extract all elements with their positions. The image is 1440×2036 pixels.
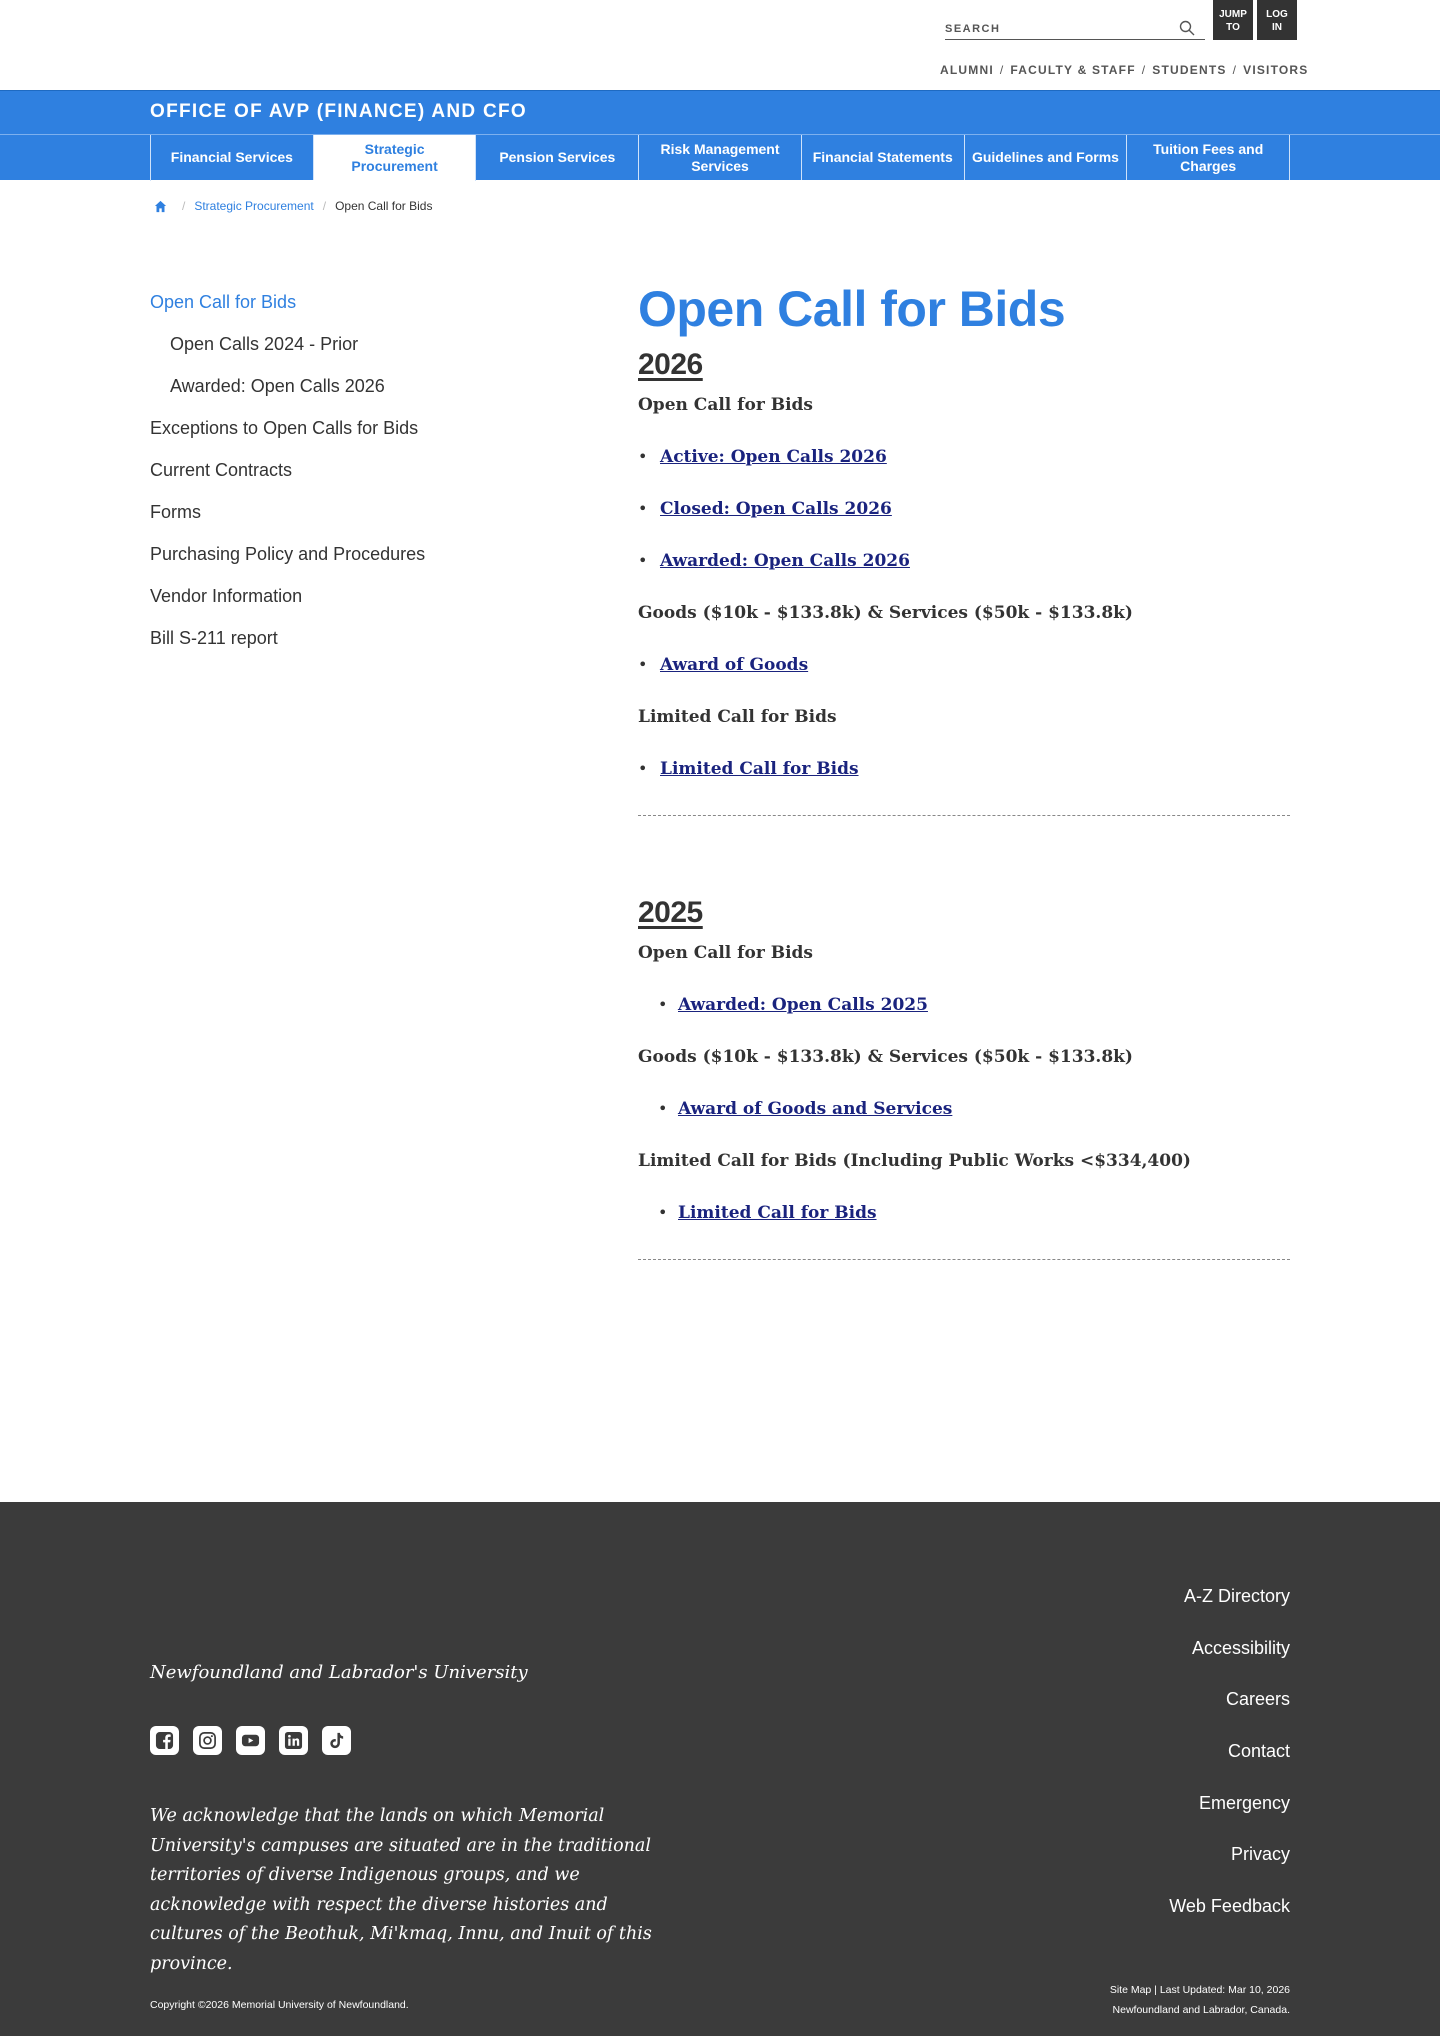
nav-item-pension-services[interactable]: Pension Services (476, 135, 639, 180)
site-header (0, 90, 1440, 134)
nav-item-strategic-procurement[interactable]: Strategic Procurement (314, 135, 477, 181)
site-map-link[interactable]: Site Map (1109, 1984, 1152, 1996)
site-title[interactable]: OFFICE OF AVP (FINANCE) AND CFO (150, 101, 528, 122)
link-awarded-open-calls-2025[interactable]: Awarded: Open Calls 2025 (678, 995, 928, 1015)
audience-link-alumni[interactable]: ALUMNI (940, 63, 994, 77)
sidebar-item-purchasing-policy-and-procedures[interactable]: Purchasing Policy and Procedures (150, 544, 426, 564)
sidebar-item-exceptions-to-open-calls-for-bids[interactable]: Exceptions to Open Calls for Bids (150, 418, 419, 438)
audience-separator: / (1232, 63, 1238, 77)
breadcrumb-separator: / (182, 199, 186, 213)
list-item (638, 650, 1290, 702)
utility-bar (0, 0, 1440, 90)
main-nav (0, 134, 1440, 180)
footer-link-web-feedback[interactable]: Web Feedback (1169, 1896, 1290, 1917)
nav-item-financial-services[interactable]: Financial Services (151, 135, 314, 180)
list-item (638, 754, 1290, 806)
footer (0, 1502, 1440, 2036)
jump-to-button[interactable] (1213, 0, 1253, 40)
audience-link-students[interactable]: STUDENTS (1152, 63, 1227, 77)
link-list (638, 1094, 1290, 1146)
tiktok-icon[interactable] (322, 1726, 351, 1755)
breadcrumb (154, 199, 432, 213)
list-item (638, 1094, 1290, 1146)
footer-link-emergency[interactable]: Emergency (1198, 1792, 1290, 1813)
button-label-line: IN (1272, 22, 1282, 33)
breadcrumb-separator: / (322, 199, 327, 213)
list-item (638, 546, 1290, 598)
breadcrumb-strategic-procurement[interactable]: Strategic Procurement (194, 199, 314, 213)
link-limited-call-for-bids[interactable]: Limited Call for Bids (678, 1203, 877, 1223)
nav-item-financial-statements[interactable]: Financial Statements (802, 135, 965, 180)
section-divider (638, 1259, 1290, 1260)
footer-link-accessibility[interactable]: Accessibility (1191, 1637, 1290, 1658)
sidebar-item-current-contracts[interactable]: Current Contracts (150, 460, 293, 480)
list-item (638, 494, 1290, 546)
nav-item-tuition-fees-and-charges[interactable]: Tuition Fees and Charges (1127, 135, 1290, 180)
footer-link-careers[interactable]: Careers (1225, 1689, 1290, 1710)
year-heading-2026: 2026 (638, 348, 703, 381)
copyright: Copyright ©2026 Memorial University of Newfoundland. (150, 1999, 409, 2011)
main-content (638, 278, 1290, 1260)
search-box (945, 8, 1205, 40)
last-updated: Last Updated: Mar 10, 2026 (1159, 1984, 1290, 1996)
facebook-icon[interactable] (150, 1726, 179, 1755)
sidebar-item-forms[interactable]: Forms (150, 502, 201, 522)
section-heading: Open Call for Bids (638, 943, 813, 963)
footer-location: Newfoundland and Labrador, Canada. (1112, 2004, 1290, 2016)
audience-link-faculty-staff[interactable]: FACULTY & STAFF (1010, 63, 1136, 77)
audience-separator: / (999, 63, 1005, 77)
footer-tagline: Newfoundland and Labrador's University (150, 1662, 528, 1683)
link-limited-call-for-bids[interactable]: Limited Call for Bids (660, 759, 859, 779)
social-links (150, 1726, 351, 1755)
section-heading: Open Call for Bids (638, 395, 813, 415)
section-heading: Limited Call for Bids (638, 707, 837, 727)
footer-link-a-z-directory[interactable]: A-Z Directory (1183, 1586, 1290, 1606)
button-label-line: LOG (1266, 9, 1288, 20)
youtube-icon[interactable] (236, 1726, 265, 1755)
nav-item-guidelines-and-forms[interactable]: Guidelines and Forms (965, 135, 1128, 180)
section-heading: Goods ($10k - $133.8k) & Services ($50k - $133.8k) (638, 603, 1133, 623)
audience-separator: / (1141, 63, 1147, 77)
list-item (638, 990, 1290, 1042)
sidebar-item-awarded-open-calls-2026[interactable]: Awarded: Open Calls 2026 (170, 376, 385, 396)
link-list (638, 442, 1290, 598)
section-heading: Goods ($10k - $133.8k) & Services ($50k - $133.8k) (638, 1047, 1133, 1067)
sidebar-item-vendor-information[interactable]: Vendor Information (150, 586, 303, 606)
sidebar-nav (150, 290, 530, 668)
button-label-line: JUMP (1219, 9, 1247, 20)
home-icon[interactable] (154, 200, 167, 213)
linkedin-icon[interactable] (279, 1726, 308, 1755)
instagram-icon[interactable] (193, 1726, 222, 1755)
sidebar-item-open-calls-2024-prior[interactable]: Open Calls 2024 - Prior (170, 334, 359, 354)
search-icon[interactable] (1179, 20, 1195, 36)
link-list (638, 990, 1290, 1042)
breadcrumb-current: Open Call for Bids (335, 199, 433, 213)
sidebar-item-bill-s-211-report[interactable]: Bill S-211 report (150, 628, 278, 648)
list-item (638, 1198, 1290, 1250)
search-input[interactable] (945, 8, 1165, 38)
page-title: Open Call for Bids (638, 281, 1066, 337)
year-heading-2025: 2025 (638, 896, 703, 929)
link-list (638, 650, 1290, 702)
audience-nav (940, 63, 1309, 77)
link-list (638, 1198, 1290, 1250)
footer-link-privacy[interactable]: Privacy (1230, 1844, 1290, 1865)
nav-item-risk-management-services[interactable]: Risk Management Services (639, 135, 802, 180)
audience-link-visitors[interactable]: VISITORS (1243, 63, 1309, 77)
link-awarded-open-calls-2026[interactable]: Awarded: Open Calls 2026 (660, 551, 910, 571)
section-heading: Limited Call for Bids (Including Public Works <$334,400) (638, 1151, 1191, 1171)
footer-links (1169, 1582, 1290, 1944)
link-closed-open-calls-2026[interactable]: Closed: Open Calls 2026 (660, 499, 892, 519)
button-label-line: TO (1226, 22, 1240, 33)
footer-link-contact[interactable]: Contact (1227, 1741, 1290, 1762)
footer-meta: Site Map | Last Updated: Mar 10, 2026 Newfoundland and Labrador, Canada. (1110, 1980, 1290, 2020)
link-active-open-calls-2026[interactable]: Active: Open Calls 2026 (660, 447, 887, 467)
land-acknowledgement: We acknowledge that the lands on which Memorial University's campuses are situated are in the traditional territories of diverse Indigenous groups, and we acknowledge with respect the diverse histories and cultures of the Beothuk, Mi'kmaq, Innu, and Inuit of this province. (150, 1806, 652, 1974)
log-in-button[interactable] (1257, 0, 1297, 40)
link-award-of-goods-and-services[interactable]: Award of Goods and Services (678, 1099, 953, 1119)
link-list (638, 754, 1290, 806)
link-award-of-goods[interactable]: Award of Goods (660, 655, 809, 675)
sidebar-item-open-call-for-bids[interactable]: Open Call for Bids (150, 292, 297, 312)
list-item (638, 442, 1290, 494)
